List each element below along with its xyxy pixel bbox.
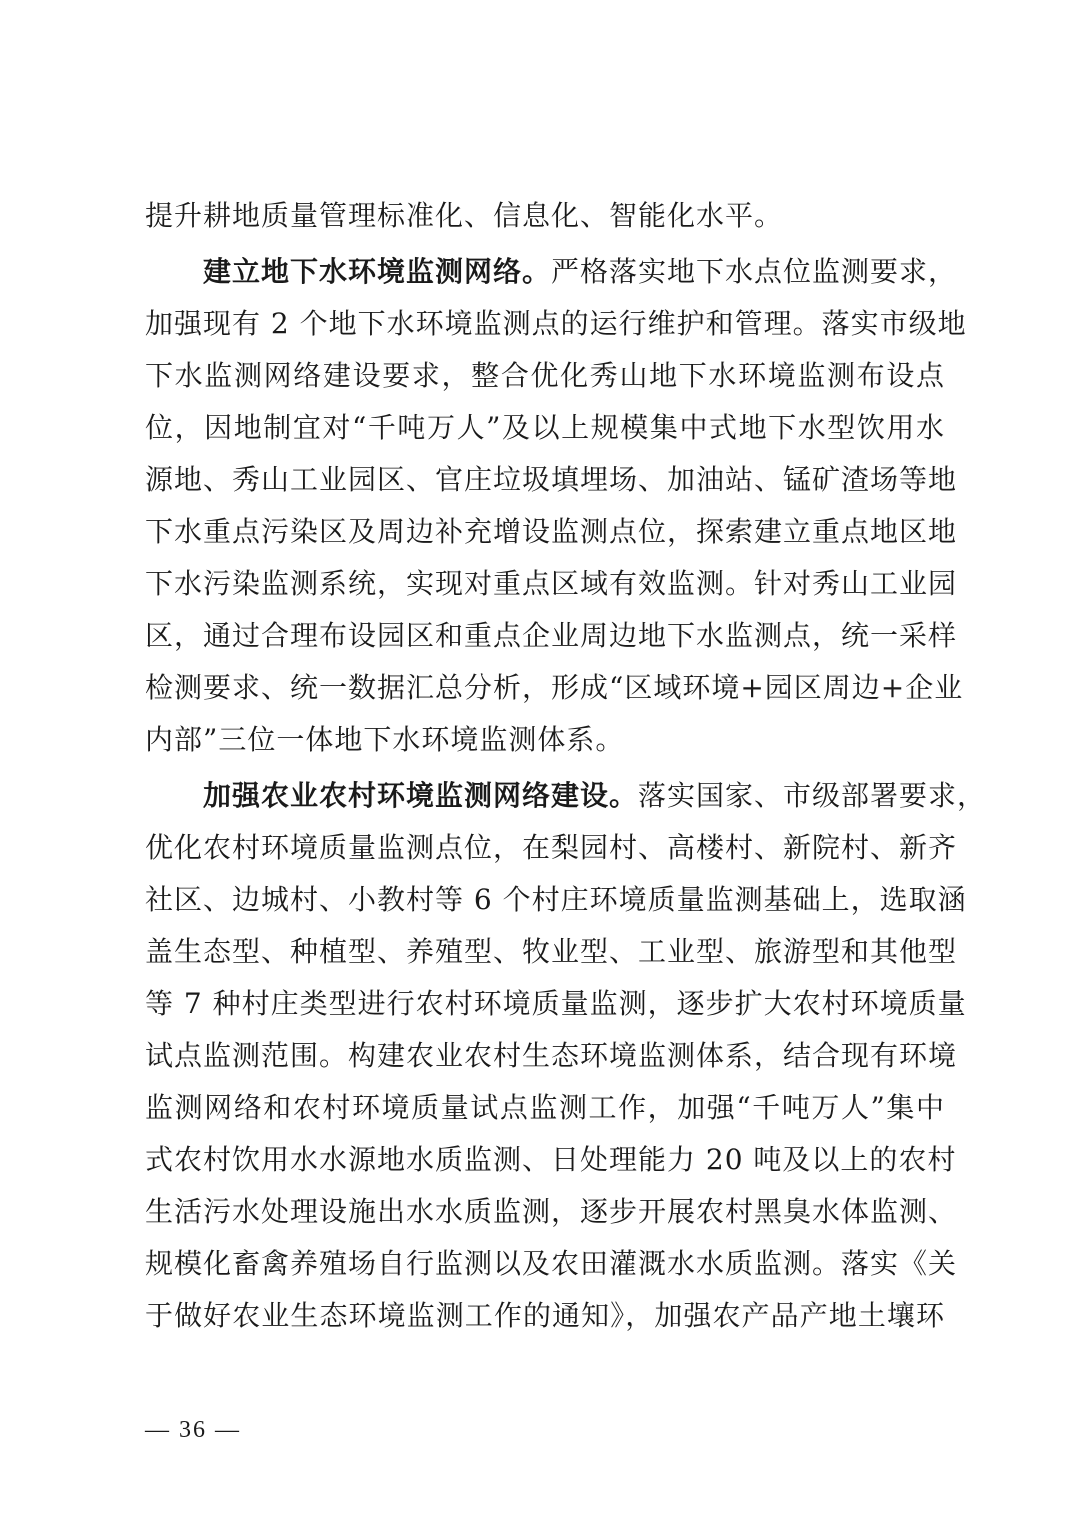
paragraph-line	[145, 348, 945, 404]
paragraph-line	[145, 872, 967, 928]
line-text: 规模化畜禽养殖场自行监测以及农田灌溉水水质监测。落实《关	[145, 1247, 958, 1280]
line-text: 优化农村环境质量监测点位，在梨园村、高楼村、新院村、新齐	[145, 831, 958, 864]
paragraph-line	[145, 1080, 945, 1136]
paragraph-line	[145, 660, 964, 716]
paragraph-line	[145, 820, 958, 876]
section-heading-line	[203, 768, 987, 824]
line-text: 等 7 种村庄类型进行农村环境质量监测，逐步扩大农村环境质量	[145, 987, 967, 1020]
line-text: 落实国家、市级部署要求，	[638, 779, 987, 812]
paragraph-line	[145, 1132, 957, 1188]
line-text: 监测网络和农村环境质量试点监测工作，加强“千吨万人”集中	[145, 1091, 945, 1124]
line-text: 提升耕地质量管理标准化、信息化、智能化水平。	[145, 199, 784, 232]
line-text: 内部”三位一体地下水环境监测体系。	[145, 723, 625, 756]
paragraph-line	[145, 608, 958, 664]
line-text: 式农村饮用水水源地水质监测、日处理能力 20 吨及以上的农村	[145, 1143, 957, 1176]
paragraph-line	[145, 400, 945, 456]
line-text: 位，因地制宜对“千吨万人”及以上规模集中式地下水型饮用水	[145, 411, 945, 444]
line-text: 盖生态型、种植型、养殖型、牧业型、工业型、旅游型和其他型	[145, 935, 958, 968]
line-text: 加强现有 2 个地下水环境监测点的运行维护和管理。落实市级地	[145, 307, 967, 340]
paragraph-line	[145, 1184, 958, 1240]
paragraph-line	[145, 556, 958, 612]
section-heading-rural: 加强农业农村环境监测网络建设。	[203, 779, 639, 812]
paragraph-line	[145, 924, 958, 980]
section-heading-line	[203, 244, 958, 300]
line-text: 于做好农业生态环境监测工作的通知》，加强农产品产地土壤环	[145, 1299, 945, 1332]
paragraph-line	[145, 1028, 958, 1084]
page-number: — 36 —	[145, 1417, 241, 1443]
paragraph-line	[145, 504, 958, 560]
paragraph-line	[145, 452, 958, 508]
line-text: 生活污水处理设施出水水质监测，逐步开展农村黑臭水体监测、	[145, 1195, 958, 1228]
line-text: 社区、边城村、小教村等 6 个村庄环境质量监测基础上，选取涵	[145, 883, 967, 916]
paragraph-line	[145, 296, 967, 352]
paragraph-line	[145, 976, 967, 1032]
line-text: 下水重点污染区及周边补充增设监测点位，探索建立重点地区地	[145, 515, 958, 548]
paragraph-line	[145, 188, 945, 244]
line-text: 检测要求、统一数据汇总分析，形成“区域环境+园区周边+企业	[145, 671, 964, 704]
line-text: 严格落实地下水点位监测要求，	[551, 255, 958, 288]
section-heading-groundwater: 建立地下水环境监测网络。	[203, 255, 552, 288]
line-text: 源地、秀山工业园区、官庄垃圾填埋场、加油站、锰矿渣场等地	[145, 463, 958, 496]
line-text: 下水污染监测系统，实现对重点区域有效监测。针对秀山工业园	[145, 567, 958, 600]
line-text: 下水监测网络建设要求，整合优化秀山地下水环境监测布设点	[145, 359, 945, 392]
paragraph-line	[145, 712, 945, 768]
line-text: 试点监测范围。构建农业农村生态环境监测体系，结合现有环境	[145, 1039, 958, 1072]
line-text: 区，通过合理布设园区和重点企业周边地下水监测点，统一采样	[145, 619, 958, 652]
paragraph-line	[145, 1236, 958, 1292]
paragraph-line	[145, 1288, 945, 1344]
